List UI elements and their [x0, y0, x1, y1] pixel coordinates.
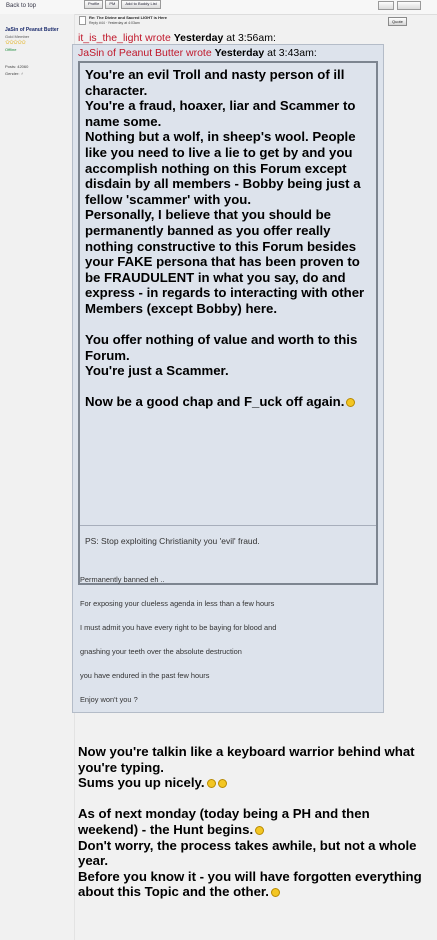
inner-quote-body	[85, 67, 377, 410]
smiley-icon	[271, 888, 280, 897]
quote-line: gnashing your teeth over the absolute destruction	[80, 647, 242, 656]
reply-body	[78, 744, 428, 900]
spacer	[85, 379, 377, 395]
outer-quote-time: at 3:56am:	[223, 32, 276, 44]
quote-button[interactable]: Quote	[388, 17, 407, 26]
quote-line: You're a fraud, hoaxer, liar and Scammer to name some.	[85, 98, 356, 129]
quote-line	[85, 394, 377, 410]
add-buddy-button[interactable]: Add to Buddy List	[121, 0, 160, 9]
profile-button[interactable]: Profile	[84, 0, 103, 9]
online-status: Offline	[5, 47, 17, 52]
inner-quote-header	[78, 47, 317, 59]
reply-line: Don't worry, the process takes awhile, but not a whole year.	[78, 837, 417, 869]
quote-line: You're an evil Troll and nasty person of ill character.	[85, 67, 345, 98]
spacer	[85, 317, 377, 333]
spacer	[78, 791, 428, 807]
top-bar	[0, 0, 437, 15]
outer-quote-author[interactable]: it_is_the_light wrote	[78, 32, 171, 44]
reply-line: Now you're talkin like a keyboard warrior behind what you're typing.	[78, 744, 415, 775]
quote-line: You offer nothing of value and worth to this Forum.	[85, 332, 358, 363]
reply-text: As of next monday (today being a PH and then weekend) - the Hunt begins.	[78, 806, 370, 837]
signature-text: PS: Stop exploiting Christianity you 'evil' fraud.	[85, 536, 260, 546]
post-count: Posts: 42060	[5, 64, 29, 69]
quote-line: Enjoy won't you ?	[80, 695, 138, 704]
top-right-buttons	[378, 1, 421, 10]
inner-quote-box	[78, 61, 378, 585]
outer-quote-box	[72, 44, 384, 713]
reply-line	[78, 869, 428, 900]
smiley-icon	[255, 826, 264, 835]
user-sidebar	[0, 14, 75, 940]
inner-quote-time: at 3:43am:	[264, 47, 317, 59]
back-to-top-link[interactable]: Back to top	[6, 3, 37, 9]
reply-text: Before you know it - you will have forgotten everything about this Topic and the other.	[78, 868, 422, 900]
quote-line: Personally, I believe that you should be permanently banned as you offer really nothing constructive to this Forum besides your FAKE persona that has been proven to be FRAUDULENT in what you say, do and express - in regards to interacting with other Members (except Bobby) here.	[85, 207, 365, 316]
smiley-icon	[346, 398, 355, 407]
outer-quote-header	[78, 32, 276, 44]
quote-line: Permanently banned eh ..	[80, 575, 165, 584]
quote-line: you have endured in the past few hours	[80, 671, 210, 680]
reply-info: Reply #44 · Yesterday at 4:03am	[89, 21, 140, 25]
username-link[interactable]: JaSin of Peanut Butter	[5, 27, 59, 33]
post-header	[78, 14, 428, 28]
outer-quote-date: Yesterday	[173, 32, 224, 44]
post-document-icon	[79, 16, 86, 25]
rank-stars-icon: ✩✩✩✩✩	[5, 40, 26, 46]
top-action-button[interactable]	[397, 1, 421, 10]
quote-line: You're just a Scammer.	[85, 363, 229, 379]
reply-line	[78, 775, 428, 791]
user-rank: Gold Member	[5, 34, 30, 39]
quote-line: I must admit you have every right to be baying for blood and	[80, 623, 277, 632]
top-action-button[interactable]	[378, 1, 394, 10]
pm-button[interactable]: PM	[105, 0, 119, 9]
reply-line	[78, 806, 428, 837]
inner-quote-date: Yesterday	[214, 47, 265, 59]
quote-closing-text: Now be a good chap and F_uck off again.	[85, 394, 345, 410]
smiley-icon	[207, 779, 216, 788]
inner-quote-author[interactable]: JaSin of Peanut Butter wrote	[78, 47, 212, 59]
post-subject[interactable]: Re: The Divine and Sacred LIGHT is Here	[89, 15, 168, 20]
quote-line: Nothing but a wolf, in sheep's wool. People like you need to live a lie to get by and you accomplish nothing on this Forum except disdain by all members - Bobby being just a fellow 'scammer' with you.	[85, 129, 361, 207]
gender-info: Gender: ♂	[5, 71, 24, 76]
profile-buttons	[84, 0, 161, 9]
smiley-icon	[218, 779, 227, 788]
quote-line: For exposing your clueless agenda in less than a few hours	[80, 599, 275, 608]
reply-text: Sums you up nicely.	[78, 775, 205, 791]
